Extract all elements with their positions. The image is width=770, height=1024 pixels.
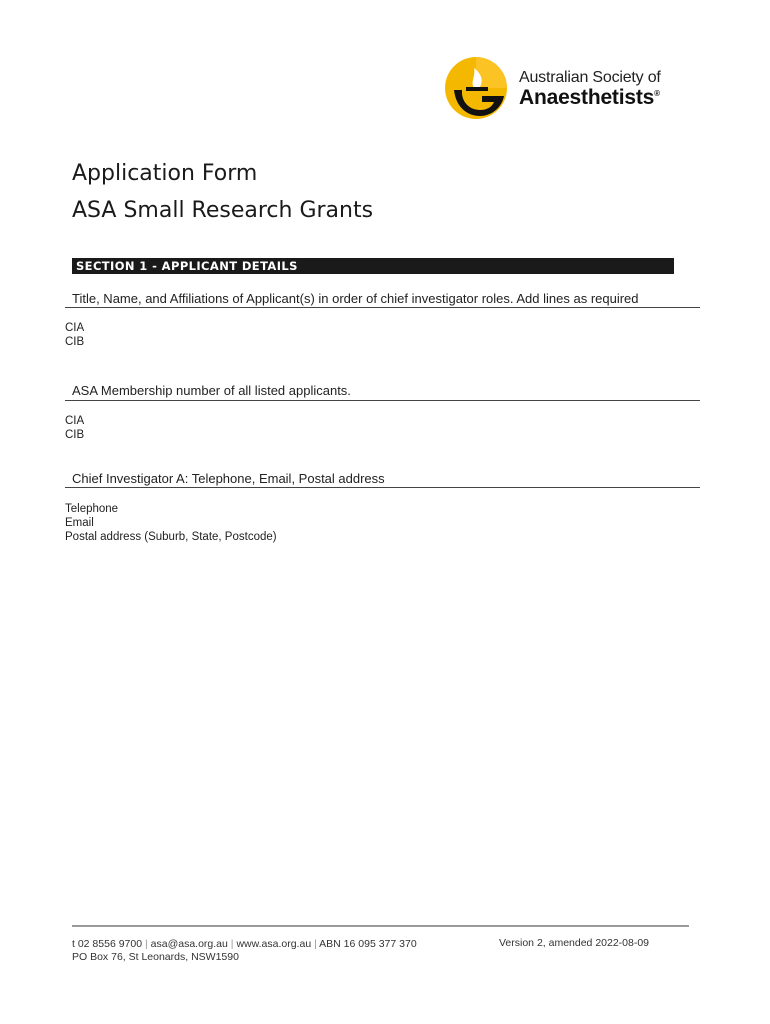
- field-rule: [65, 400, 700, 401]
- footer-address: PO Box 76, St Leonards, NSW1590: [72, 951, 239, 963]
- cia-membership-field[interactable]: CIA: [65, 415, 85, 427]
- cib-membership-field[interactable]: CIB: [65, 429, 85, 441]
- section-1-header: SECTION 1 - APPLICANT DETAILS: [72, 258, 674, 274]
- separator: |: [145, 938, 148, 950]
- form-subtitle: ASA Small Research Grants: [72, 198, 374, 223]
- footer-abn: ABN 16 095 377 370: [319, 938, 417, 950]
- footer-phone: t 02 8556 9700: [72, 938, 143, 950]
- version-note: Version 2, amended 2022-08-09: [499, 937, 650, 949]
- applicants-label: Title, Name, and Affiliations of Applicant(s) in order of chief investigator roles. Add lines as required: [72, 291, 639, 306]
- membership-label: ASA Membership number of all listed applicants.: [72, 383, 351, 398]
- footer-contact: [72, 938, 417, 950]
- postal-address-field[interactable]: Postal address (Suburb, State, Postcode): [65, 531, 277, 543]
- footer-rule: [72, 925, 689, 927]
- cib-name-field[interactable]: CIB: [65, 336, 85, 348]
- logo-text-line1: Australian Society of: [519, 69, 661, 86]
- field-rule: [65, 487, 700, 488]
- registered-mark: ®: [654, 89, 660, 98]
- contact-label: Chief Investigator A: Telephone, Email, Postal address: [72, 471, 385, 486]
- telephone-field[interactable]: Telephone: [65, 503, 119, 515]
- logo-name: Anaesthetists: [519, 86, 655, 109]
- cia-name-field[interactable]: CIA: [65, 322, 85, 334]
- email-field[interactable]: Email: [65, 517, 94, 529]
- footer-website[interactable]: www.asa.org.au: [236, 938, 312, 950]
- form-title: Application Form: [72, 161, 258, 186]
- separator: |: [230, 938, 234, 950]
- footer-email[interactable]: asa@asa.org.au: [150, 938, 228, 950]
- separator: |: [314, 938, 317, 950]
- field-rule: [65, 307, 700, 308]
- logo-text-line2: [519, 86, 660, 110]
